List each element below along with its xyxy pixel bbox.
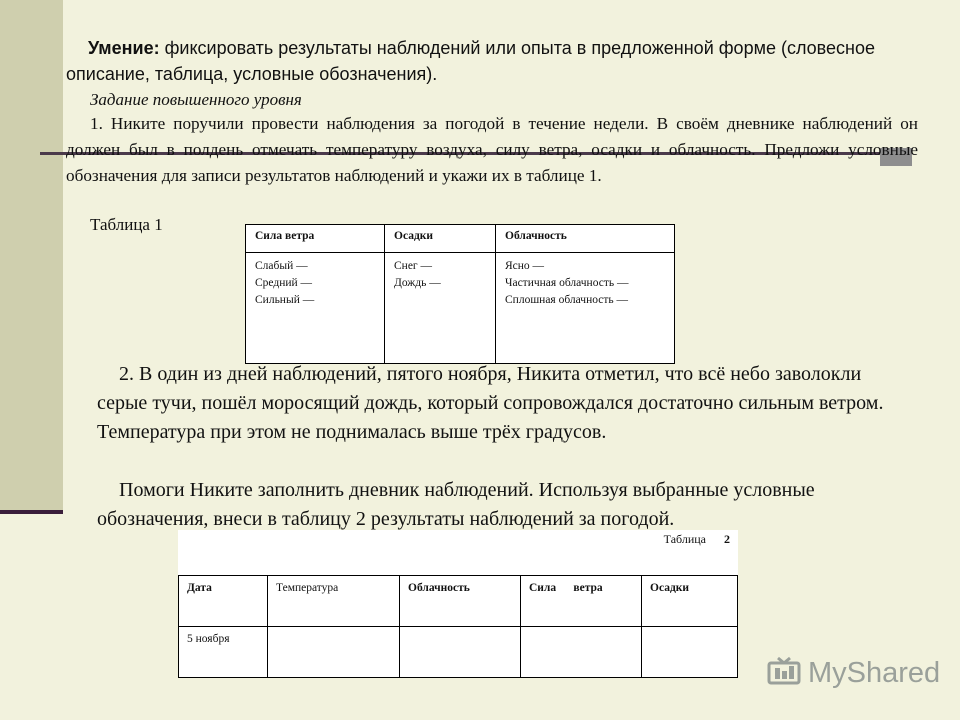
table2-header: Облачность [400,576,521,627]
table2-header: Температура [268,576,400,627]
task2-instruction: Помоги Никите заполнить дневник наблюдений. Используя выбранные условные обозначения, внеси в таблицу 2 результаты наблюдений за погодой. [97,479,815,530]
table2-caption [664,532,730,547]
table2-cell-cloudiness[interactable] [400,627,521,678]
skill-label: Умение: [88,38,160,58]
skill-text: фиксировать результаты наблюдений или опыта в предложенной форме (словесное описание, таблица, условные обозначения). [66,38,876,84]
table1-cell-precip [385,253,496,364]
table1-header: Облачность [496,225,675,253]
watermark-logo [766,656,940,690]
left-decor-line [0,510,63,514]
task2-text: 2. В один из дней наблюдений, пятого ноября, Никита отметил, что всё небо заволокли серые тучи, пошёл моросящий дождь, который сопровождался достаточно сильным ветром. Температура при этом не поднималась выше трёх градусов. [97,363,884,443]
cloud-partial: Частичная облачность — [505,277,629,289]
table2-caption-number: 2 [724,532,730,546]
table2-header: Дата [179,576,268,627]
table2-caption-label: Таблица [663,532,706,546]
table2 [178,575,738,678]
wind-strong: Сильный — [255,294,315,306]
table2-cell-wind[interactable] [521,627,642,678]
precip-snow: Снег — [394,260,433,272]
table2-cell-date: 5 ноября [179,627,268,678]
table2-header: Осадки [642,576,738,627]
left-decor-bar [0,0,63,512]
table1-cell-cloud [496,253,675,364]
wind-medium: Средний — [255,277,313,289]
table1-cell-wind [246,253,385,364]
table1-caption: Таблица 1 [90,215,163,234]
task1-text: 1. Никите поручили провести наблюдения за погодой в течение недели. В своём дневнике наблюдений он должен был в полдень отмечать температуру воздуха, силу ветра, осадки и облачность. Предложи условные обозначения для записи результатов наблюдений и укажи их в таблице 1. [66,114,918,185]
difficulty-level: Задание повышенного уровня [90,90,302,109]
skill-paragraph [66,35,916,87]
cloud-clear: Ясно — [505,260,545,272]
table2-container [178,530,738,672]
watermark-text: MyShared [808,656,941,689]
table1 [245,224,675,364]
cloud-overcast: Сплошная облачность — [505,294,629,306]
table2-cell-precipitation[interactable] [642,627,738,678]
table1-header: Сила ветра [246,225,385,253]
table1-header: Осадки [385,225,496,253]
presentation-icon [766,656,802,690]
table2-cell-temperature[interactable] [268,627,400,678]
precip-rain: Дождь — [394,277,441,289]
wind-weak: Слабый — [255,260,308,272]
table2-header: Сила ветра [521,576,642,627]
